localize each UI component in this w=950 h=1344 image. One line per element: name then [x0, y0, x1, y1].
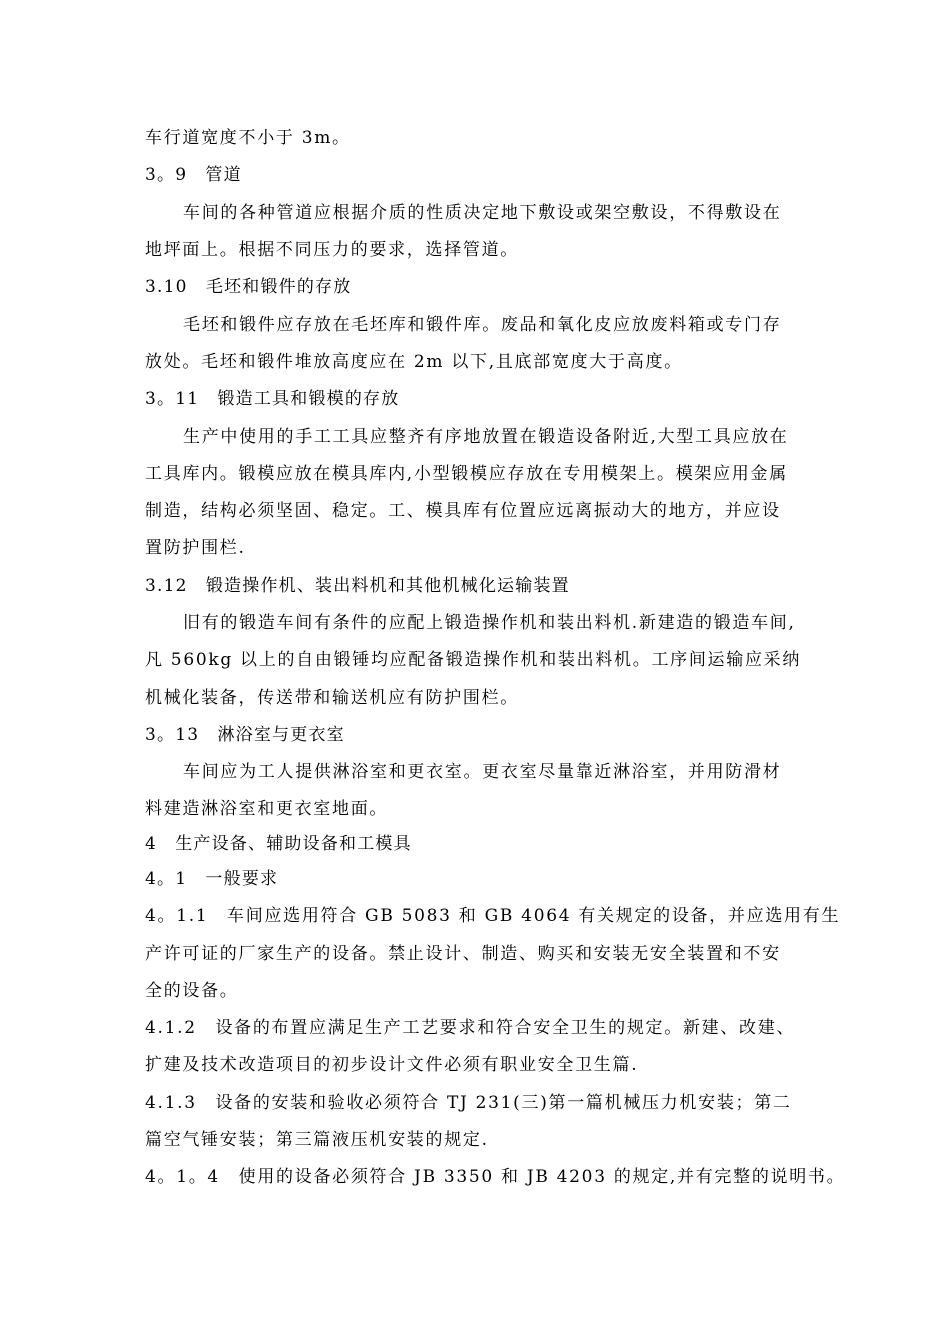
- section-heading: 3。11 锻造工具和锻模的存放: [145, 389, 400, 409]
- text-line: 4。1.1 车间应选用符合 GB 5083 和 GB 4064 有关规定的设备，并应选用有生: [145, 906, 841, 926]
- section-heading: 4 生产设备、辅助设备和工模具: [145, 834, 412, 854]
- text-line: 4.1.3 设备的安装和验收必须符合 TJ 231(三)第一篇机械压力机安装；第二: [145, 1093, 792, 1113]
- text-line: 扩建及技术改造项目的初步设计文件必须有职业安全卫生篇.: [145, 1055, 639, 1075]
- text-line: 机械化装备，传送带和输送机应有防护围栏。: [145, 688, 519, 708]
- text-line: 制造，结构必须坚固、稳定。工、模具库有位置应远离振动大的地方，并应设: [145, 501, 781, 521]
- text-line: 篇空气锤安装；第三篇液压机安装的规定.: [145, 1130, 489, 1150]
- section-heading: 3。9 管道: [145, 165, 242, 185]
- text-line: 凡 560kg 以上的自由锻锤均应配备锻造操作机和装出料机。工序间运输应采纳: [145, 650, 802, 670]
- text-line: 车行道宽度不小于 3m。: [145, 128, 351, 148]
- text-line: 工具库内。锻模应放在模具库内,小型锻模应存放在专用模架上。模架应用金属: [145, 464, 788, 484]
- section-heading: 3.10 毛坯和锻件的存放: [145, 277, 352, 297]
- text-line: 4.1.2 设备的布置应满足生产工艺要求和符合安全卫生的规定。新建、改建、: [145, 1018, 796, 1038]
- text-line: 全的设备。: [145, 981, 239, 1001]
- text-line: 置防护围栏.: [145, 538, 246, 558]
- text-line: 料建造淋浴室和更衣室地面。: [145, 799, 389, 819]
- text-line: 地坪面上。根据不同压力的要求，选择管道。: [145, 240, 519, 260]
- text-line: 产许可证的厂家生产的设备。禁止设计、制造、购买和安装无安全装置和不安: [145, 944, 781, 964]
- text-line: 4。1。4 使用的设备必须符合 JB 3350 和 JB 4203 的规定,并有完整的说明书。: [145, 1167, 846, 1187]
- text-line: 放处。毛坯和锻件堆放高度应在 2m 以下,且底部宽度大于高度。: [145, 352, 683, 372]
- text-line: 旧有的锻造车间有条件的应配上锻造操作机和装出料机.新建造的锻造车间,: [183, 613, 796, 633]
- text-line: 车间应为工人提供淋浴室和更衣室。更衣室尽量靠近淋浴室，并用防滑材: [183, 762, 782, 782]
- text-line: 车间的各种管道应根据介质的性质决定地下敷设或架空敷设，不得敷设在: [183, 203, 782, 223]
- section-heading: 3。13 淋浴室与更衣室: [145, 725, 345, 745]
- text-line: 毛坯和锻件应存放在毛坯库和锻件库。废品和氧化皮应放废料箱或专门存: [183, 315, 782, 335]
- section-heading: 4。1 一般要求: [145, 869, 279, 889]
- section-heading: 3.12 锻造操作机、装出料机和其他机械化运输装置: [145, 576, 570, 596]
- text-line: 生产中使用的手工工具应整齐有序地放置在锻造设备附近,大型工具应放在: [183, 427, 789, 447]
